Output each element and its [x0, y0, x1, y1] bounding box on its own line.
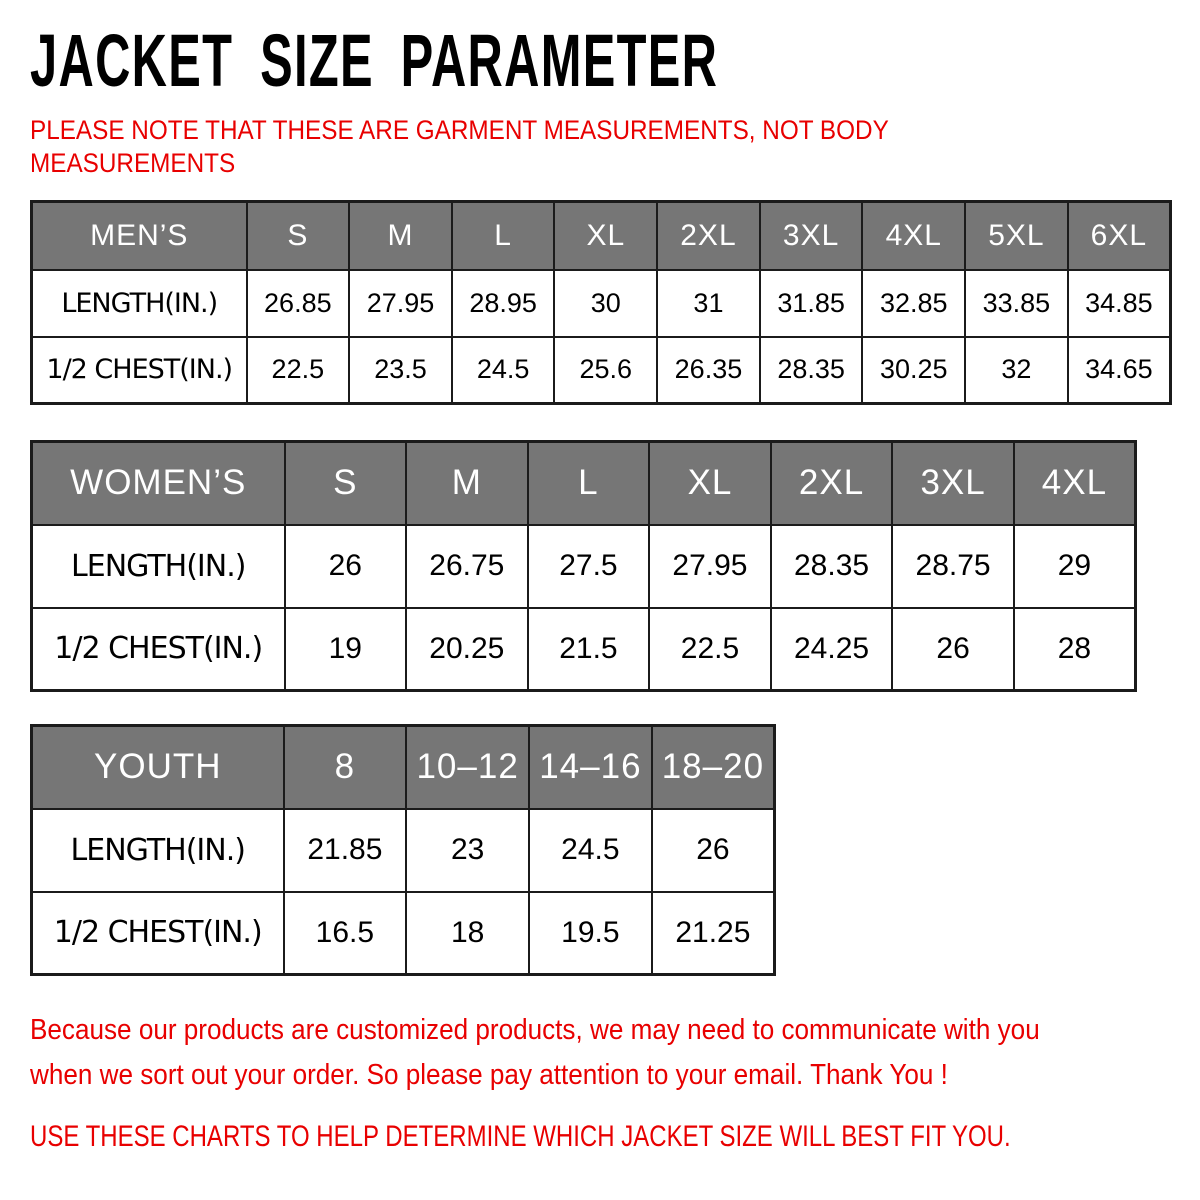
customization-note	[30, 1008, 1170, 1098]
value-cell: 18	[406, 892, 529, 975]
value-cell: 29	[1014, 525, 1136, 608]
measurement-note-line-2: MEASUREMENTS	[30, 148, 236, 178]
customization-note-line-2: when we sort out your order. So please pay attention to your email. Thank You !	[30, 1059, 948, 1091]
table-row	[32, 337, 1171, 404]
size-header-cell: S	[247, 202, 350, 270]
table-row	[32, 892, 775, 975]
size-header-cell: L	[528, 442, 650, 525]
value-cell: 34.85	[1068, 270, 1171, 337]
size-header-cell: XL	[554, 202, 657, 270]
value-cell: 21.85	[284, 809, 407, 892]
value-cell: 22.5	[247, 337, 350, 404]
value-cell: 25.6	[554, 337, 657, 404]
usage-note: USE THESE CHARTS TO HELP DETERMINE WHICH JACKET SIZE WILL BEST FIT YOU.	[30, 1120, 1011, 1153]
size-header-cell: L	[452, 202, 555, 270]
table-row	[32, 525, 1136, 608]
value-cell: 32.85	[862, 270, 965, 337]
row-label-cell: 1/2 CHEST(IN.)	[32, 892, 284, 975]
value-cell: 28.75	[892, 525, 1014, 608]
size-header-cell: 14–16	[529, 726, 652, 809]
value-cell: 21.5	[528, 608, 650, 691]
table-row	[32, 270, 1171, 337]
size-header-cell: 8	[284, 726, 407, 809]
table-title-cell: WOMEN’S	[32, 442, 285, 525]
value-cell: 26.35	[657, 337, 760, 404]
value-cell: 19.5	[529, 892, 652, 975]
header-row	[32, 202, 1171, 270]
value-cell: 26	[285, 525, 407, 608]
table-title-cell: MEN’S	[32, 202, 247, 270]
value-cell: 23.5	[349, 337, 452, 404]
value-cell: 22.5	[649, 608, 771, 691]
value-cell: 26	[892, 608, 1014, 691]
value-cell: 30	[554, 270, 657, 337]
value-cell: 24.25	[771, 608, 893, 691]
value-cell: 24.5	[452, 337, 555, 404]
value-cell: 27.95	[349, 270, 452, 337]
size-header-cell: 3XL	[760, 202, 863, 270]
size-header-cell: XL	[649, 442, 771, 525]
youth-size-table	[30, 724, 776, 976]
size-header-cell: 10–12	[406, 726, 529, 809]
value-cell: 31	[657, 270, 760, 337]
size-header-cell: 18–20	[652, 726, 775, 809]
value-cell: 27.5	[528, 525, 650, 608]
value-cell: 33.85	[965, 270, 1068, 337]
table-title-cell: YOUTH	[32, 726, 284, 809]
value-cell: 28	[1014, 608, 1136, 691]
size-header-cell: S	[285, 442, 407, 525]
value-cell: 31.85	[760, 270, 863, 337]
value-cell: 24.5	[529, 809, 652, 892]
value-cell: 32	[965, 337, 1068, 404]
value-cell: 16.5	[284, 892, 407, 975]
value-cell: 19	[285, 608, 407, 691]
measurement-note	[30, 114, 1170, 180]
size-header-cell: M	[406, 442, 528, 525]
womens-size-table	[30, 440, 1137, 692]
size-header-cell: 3XL	[892, 442, 1014, 525]
value-cell: 26	[652, 809, 775, 892]
value-cell: 28.95	[452, 270, 555, 337]
size-header-cell: 2XL	[771, 442, 893, 525]
row-label-cell: LENGTH(IN.)	[32, 270, 247, 337]
mens-size-table	[30, 200, 1172, 405]
page-title: JACKET SIZE PARAMETER	[30, 19, 719, 102]
row-label-cell: 1/2 CHEST(IN.)	[32, 608, 285, 691]
value-cell: 28.35	[760, 337, 863, 404]
row-label-cell: 1/2 CHEST(IN.)	[32, 337, 247, 404]
row-label-cell: LENGTH(IN.)	[32, 809, 284, 892]
size-header-cell: 4XL	[1014, 442, 1136, 525]
customization-note-line-1: Because our products are customized products, we may need to communicate with you	[30, 1014, 1040, 1046]
size-header-cell: 6XL	[1068, 202, 1171, 270]
value-cell: 26.75	[406, 525, 528, 608]
value-cell: 23	[406, 809, 529, 892]
value-cell: 27.95	[649, 525, 771, 608]
measurement-note-line-1: PLEASE NOTE THAT THESE ARE GARMENT MEASUREMENTS, NOT BODY	[30, 115, 889, 145]
header-row	[32, 442, 1136, 525]
value-cell: 34.65	[1068, 337, 1171, 404]
value-cell: 26.85	[247, 270, 350, 337]
value-cell: 30.25	[862, 337, 965, 404]
header-row	[32, 726, 775, 809]
row-label-cell: LENGTH(IN.)	[32, 525, 285, 608]
size-header-cell: 5XL	[965, 202, 1068, 270]
table-row	[32, 608, 1136, 691]
size-header-cell: M	[349, 202, 452, 270]
value-cell: 21.25	[652, 892, 775, 975]
table-row	[32, 809, 775, 892]
value-cell: 20.25	[406, 608, 528, 691]
size-header-cell: 4XL	[862, 202, 965, 270]
size-header-cell: 2XL	[657, 202, 760, 270]
value-cell: 28.35	[771, 525, 893, 608]
